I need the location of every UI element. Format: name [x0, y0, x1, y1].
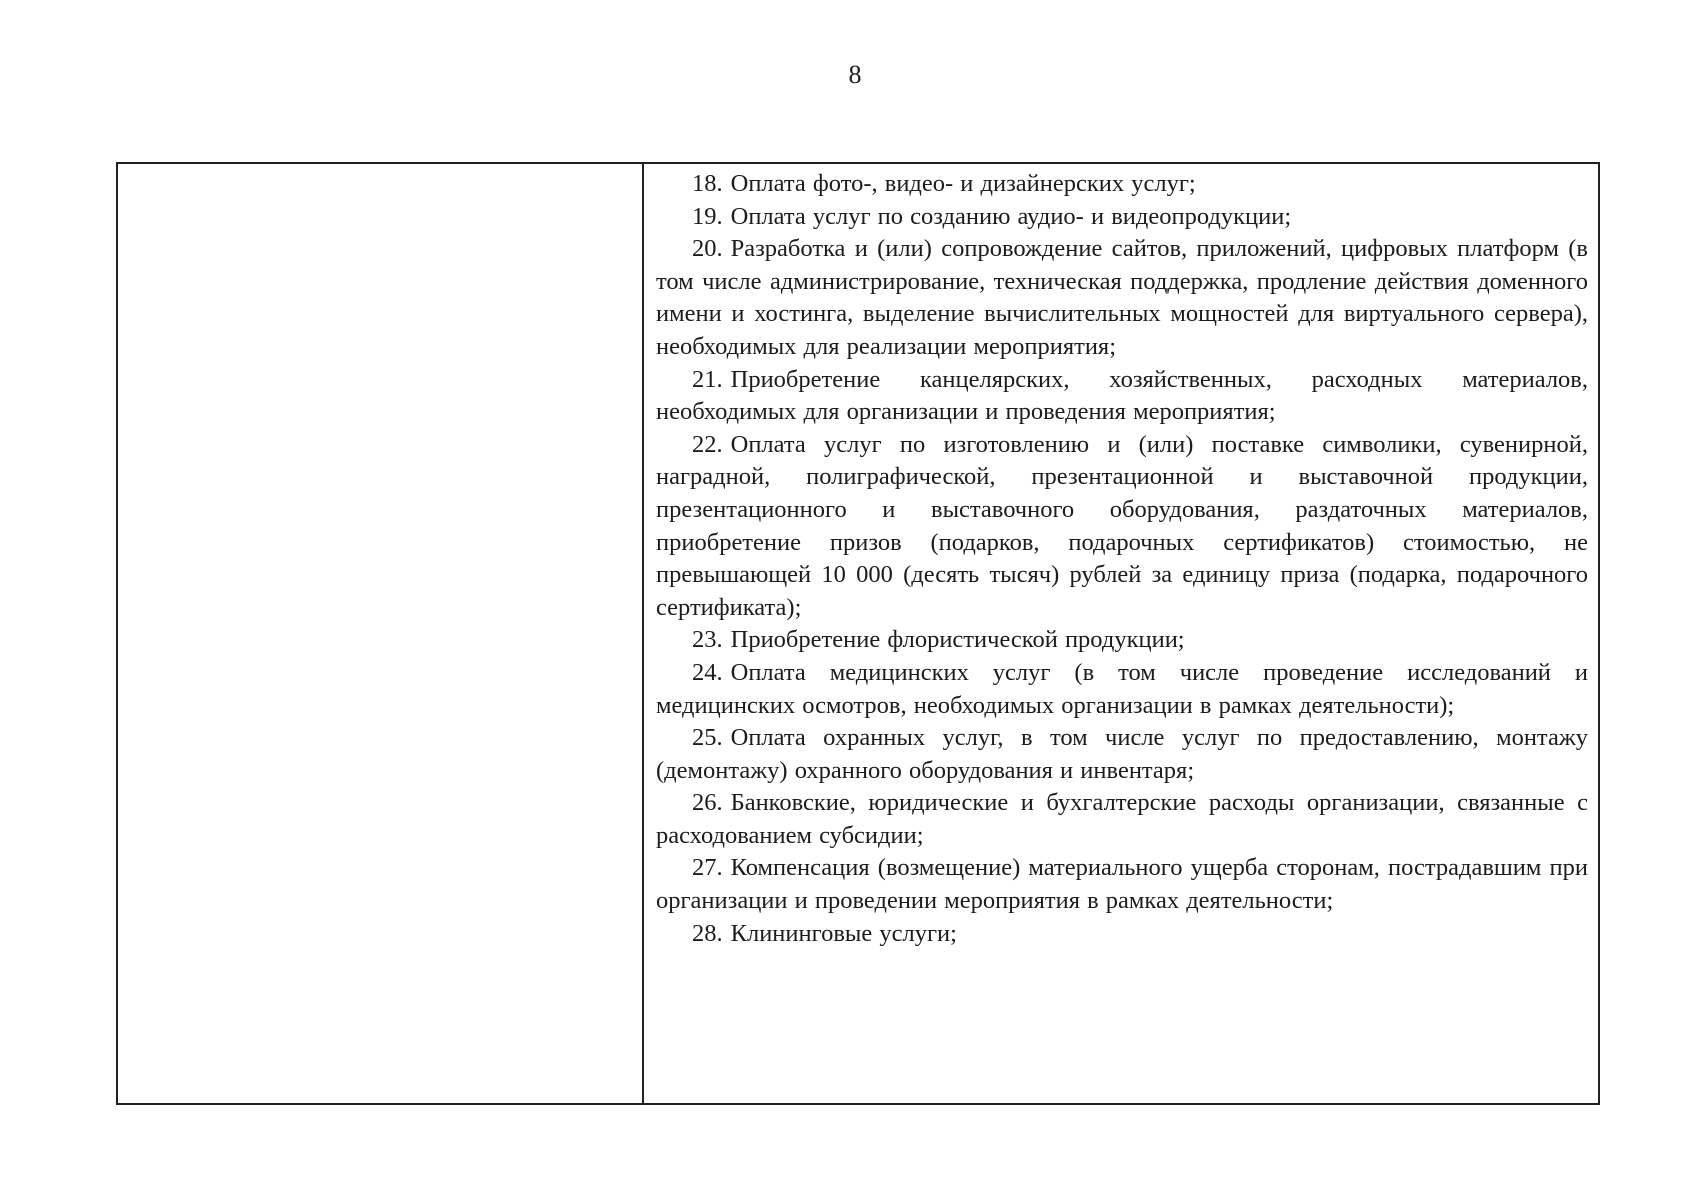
- list-item-text: Разработка и (или) сопровождение сайтов, приложений, цифровых платформ (в том числе администрирование, техническая поддержка, продление действия доменного имени и хостинга, выделение вычислительных мощностей для виртуального сервера), необходимых для реализации мероприятия;: [656, 235, 1588, 360]
- list-item-text: Банковские, юридические и бухгалтерские расходы организации, связанные с расходованием субсидии;: [656, 789, 1588, 849]
- list-item: [656, 852, 1588, 917]
- list-item-text: Оплата охранных услуг, в том числе услуг по предоставлению, монтажу (демонтажу) охранного оборудования и инвентаря;: [656, 724, 1588, 784]
- table-left-cell: [118, 164, 644, 1103]
- list-item: [656, 722, 1588, 787]
- list-item-number: 26.: [692, 789, 723, 817]
- list-item: [656, 364, 1588, 429]
- list-item-number: 28.: [692, 919, 723, 947]
- list-item-number: 24.: [692, 658, 723, 686]
- list-item-text: Оплата услуг по созданию аудио- и видеопродукции;: [730, 202, 1292, 230]
- table-right-cell: [644, 164, 1598, 1103]
- list-item-text: Приобретение канцелярских, хозяйственных, расходных материалов, необходимых для организации и проведения мероприятия;: [656, 365, 1588, 426]
- list-item-number: 27.: [692, 854, 723, 882]
- list-item-text: Оплата услуг по изготовлению и (или) поставке символики, сувенирной, наградной, полиграфической, презентационной и выставочной продукции, презентационного и выставочного оборудования, раздаточных материалов, приобретение призов (подарков, подарочных сертификатов) стоимостью, не превышающей 10 000 (десять тысяч) рублей за единицу приза (подарка, подарочного сертификата);: [656, 430, 1588, 621]
- list-item-number: 21.: [692, 365, 723, 393]
- list-item-text: Приобретение флористической продукции;: [730, 626, 1185, 654]
- list-item: [656, 918, 1588, 951]
- list-item-number: 25.: [692, 724, 723, 752]
- document-table: [116, 162, 1600, 1105]
- list-item-number: 22.: [692, 430, 723, 458]
- list-item: [656, 624, 1588, 657]
- list-item-number: 19.: [692, 202, 723, 230]
- list-item: [656, 787, 1588, 852]
- list-item-number: 18.: [692, 170, 723, 197]
- list-item-text: Компенсация (возмещение) материального ущерба сторонам, пострадавшим при организации и проведении мероприятия в рамках деятельности;: [656, 854, 1588, 915]
- list-item-text: Оплата фото-, видео- и дизайнерских услуг;: [730, 170, 1196, 197]
- list-item: [656, 657, 1588, 722]
- list-item: [656, 201, 1588, 234]
- page-number: 8: [848, 60, 862, 89]
- list-item-text: Оплата медицинских услуг (в том числе проведение исследований и медицинских осмотров, необходимых организации в рамках деятельности);: [656, 658, 1588, 719]
- list-item: [656, 429, 1588, 625]
- list-item: [656, 233, 1588, 363]
- list-item: [656, 168, 1588, 201]
- list-item-text: Клининговые услуги;: [730, 919, 957, 947]
- list-item-number: 23.: [692, 626, 723, 654]
- list-item-number: 20.: [692, 235, 723, 263]
